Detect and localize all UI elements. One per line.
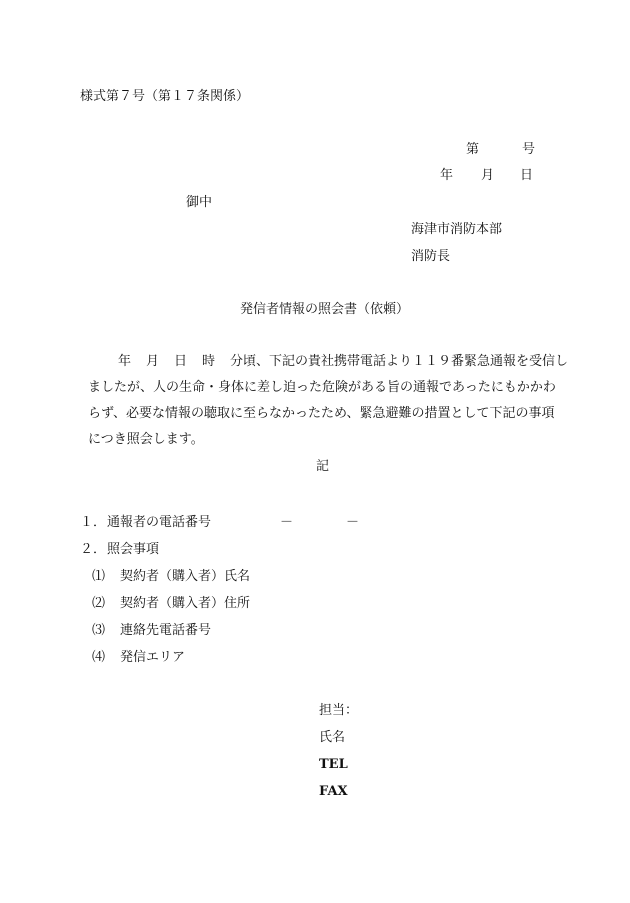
sub-item-3-number: ⑶ xyxy=(92,623,106,638)
item-2-label: 照会事項 xyxy=(107,542,160,557)
sub-item-1-label: 契約者（購入者）氏名 xyxy=(120,569,251,584)
body-line-3: らず、必要な情報の聴取に至らなかったため、緊急避難の措置として下記の事項 xyxy=(88,406,555,421)
contact-tanto: 担当： xyxy=(319,703,359,718)
sender-org: 海津市消防本部 xyxy=(411,222,503,237)
sub-item-3-label: 連絡先電話番号 xyxy=(120,623,212,638)
body-line-4: につき照会します。 xyxy=(88,432,204,447)
body-line-2: ましたが、人の生命・身体に差し迫った危険がある旨の通報であったにもかかわ xyxy=(88,380,556,395)
doc-number-prefix: 第 xyxy=(466,142,480,157)
item-1-label: 通報者の電話番号 xyxy=(107,515,212,530)
item-2-number: ２． xyxy=(80,542,107,557)
body-field-year: 年 xyxy=(118,354,132,369)
contact-fax: FAX xyxy=(319,784,348,799)
form-label: 様式第７号（第１７条関係） xyxy=(80,89,250,104)
sub-item-2-number: ⑵ xyxy=(92,596,106,611)
contact-tel: TEL xyxy=(319,757,348,772)
sub-item-4-label: 発信エリア xyxy=(120,650,186,665)
phone-dash-1: － xyxy=(280,515,294,530)
phone-dash-2: － xyxy=(346,515,360,530)
date-year: 年 xyxy=(440,168,454,183)
date-month: 月 xyxy=(481,168,495,183)
document-title: 発信者情報の照会書（依頼） xyxy=(240,302,410,317)
sub-item-2-label: 契約者（購入者）住所 xyxy=(120,596,251,611)
addressee: 御中 xyxy=(186,195,213,210)
body-line-1: 分頃、下記の貴社携帯電話より１１９番緊急通報を受信し xyxy=(230,354,569,369)
sub-item-4-number: ⑷ xyxy=(92,650,106,665)
sub-item-1-number: ⑴ xyxy=(92,569,106,584)
doc-number-suffix: 号 xyxy=(522,142,536,157)
body-field-day: 日 xyxy=(174,354,188,369)
body-field-hour: 時 xyxy=(202,354,216,369)
ki-heading: 記 xyxy=(316,459,330,474)
contact-name: 氏名 xyxy=(319,730,346,745)
sender-title: 消防長 xyxy=(411,249,451,264)
item-1-number: １． xyxy=(80,515,107,530)
body-field-month: 月 xyxy=(146,354,160,369)
date-day: 日 xyxy=(520,168,534,183)
